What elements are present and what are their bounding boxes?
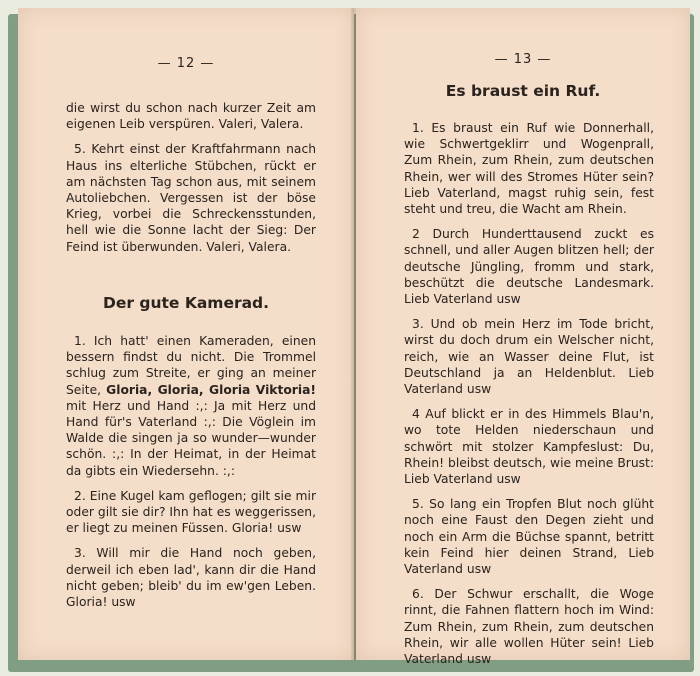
stanza-1-part-b: mit Herz und Hand :,: Ja mit Herz und Hand für's Vaterland :,: Die Vöglein im Walde die singen ja so wunder—wunder schön. :,: In der Heimat, in der Heimat da gibts ein Wiedersehn. :,: <box>66 398 316 478</box>
stanza-continuation: die wirst du schon nach kurzer Zeit am eigenen Leib verspüren. Valeri, Valera. <box>66 101 316 132</box>
page-number-left: — 12 — <box>157 56 215 71</box>
stanza-5: 5. Kehrt einst der Kraftfahrmann nach Haus ins elterliche Stübchen, rückt er am nächsten Tag schon aus, mit seinem Autoliebchen. Vergessen ist der böse Krieg, vorbei die Schreckensstunden, hell wie die Sonne lacht der Sieg: Der Feind ist überwunden. Valeri, Valera. <box>66 142 316 254</box>
page-number-right: — 13 — <box>494 52 552 67</box>
left-text-bottom <box>66 333 316 619</box>
ruf-stanza-3: 3. Und ob mein Herz im Tode bricht, wirst du doch drum ein Welscher nicht, reich, wie an Wasser deine Flut, ist Deutschland ja an Heldenblut. Lieb Vaterland usw <box>404 317 654 397</box>
ruf-stanza-4: 4 Auf blickt er in des Himmels Blau'n, wo tote Helden niederschaun und schwört mit stolzer Kampfeslust: Du, Rhein! bleibst deutsch, wie meine Brust: Lieb Vaterland usw <box>404 407 654 487</box>
right-text <box>404 120 654 676</box>
ruf-stanza-6: 6. Der Schwur erschallt, die Woge rinnt, die Fahnen flattern hoch im Wind: Zum Rhein, zum Rhein, zum deutschen Rhein, wir alle wollen Hüter sein! Lieb Vaterland usw <box>404 587 654 667</box>
right-page <box>356 8 690 667</box>
song-title-der-gute-kamerad: Der gute Kamerad. <box>102 294 270 312</box>
kamerad-stanza-2: 2. Eine Kugel kam geflogen; gilt sie mir oder gilt sie dir? Ihn hat es weggerissen, er liegt zu meinen Füssen. Gloria! usw <box>66 488 316 536</box>
kamerad-stanza-1 <box>66 333 316 479</box>
left-text-top <box>66 100 316 264</box>
ruf-stanza-5: 5. So lang ein Tropfen Blut noch glüht noch eine Faust den Degen zieht und noch ein Arm die Büchse spannt, betritt kein Feind hier deinen Strand, Lieb Vaterland usw <box>404 497 654 577</box>
stanza-1-part-a: 1. Ich hatt' einen Kameraden, einen bessern findst du nicht. Die Trommel schlug zum Streite, er ging an meiner Seite, <box>66 334 316 397</box>
left-page <box>18 8 354 660</box>
ruf-stanza-2: 2 Durch Hunderttausend zuckt es schnell, und aller Augen blitzen hell; der deutsche Jüngling, fromm und stark, beschützt die deutsche Landesmark. Lieb Vaterland usw <box>404 227 654 307</box>
song-title-es-braust-ein-ruf: Es braust ein Ruf. <box>445 82 601 100</box>
stanza-1-bold: Gloria, Gloria, Gloria Viktoria! <box>106 382 316 397</box>
ruf-stanza-1: 1. Es braust ein Ruf wie Donnerhall, wie Schwertgeklirr und Wogenprall, Zum Rhein, zum Rhein, zum deutschen Rhein, wer will des Stromes Hüter sein? Lieb Vaterland, magst ruhig sein, fest steht und treu, die Wacht am Rhein. <box>404 121 654 217</box>
kamerad-stanza-3: 3. Will mir die Hand noch geben, derweil ich eben lad', kann dir die Hand nicht geben; bleib' du im ew'gen Leben. Gloria! usw <box>66 546 316 610</box>
